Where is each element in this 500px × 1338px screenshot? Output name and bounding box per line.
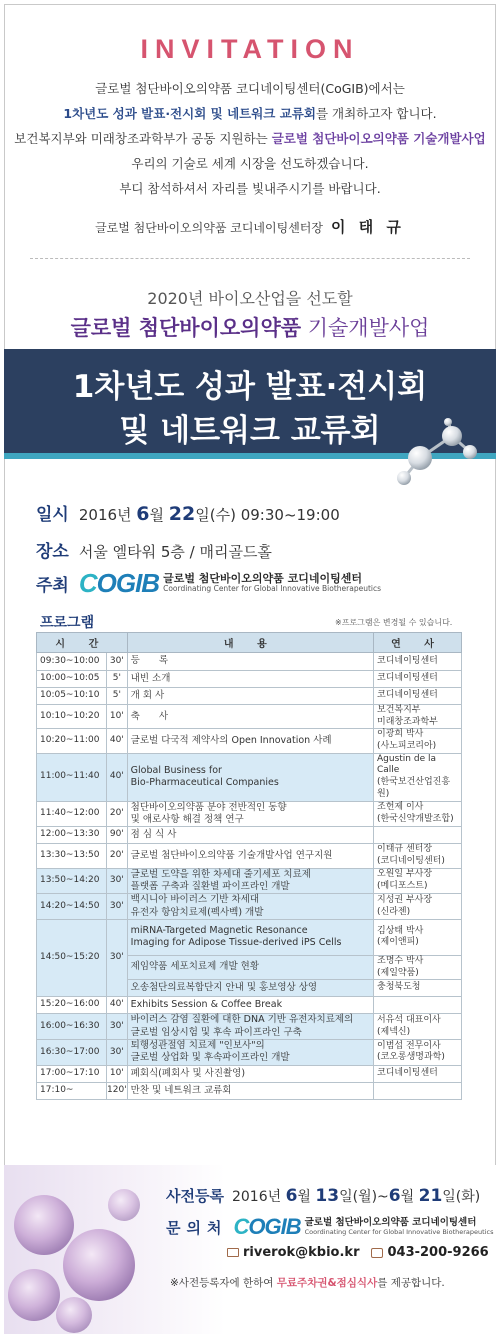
contact-label: 문의처 (166, 1218, 228, 1237)
row-content: 바이러스 감염 질환에 대한 DNA 기반 유전자치료제의 글로벌 임상시험 및 후속 파이프라인 구축 (127, 1014, 373, 1040)
row-duration: 30' (107, 653, 128, 671)
invitation-line-5 (0, 179, 500, 197)
program-row (37, 688, 462, 705)
invitation-line-1 (0, 79, 500, 97)
program-table (36, 632, 462, 1100)
row-time: 10:00~10:05 (37, 671, 107, 688)
row-duration: 120' (107, 1082, 128, 1099)
row-speaker: 코디네이팅센터 (374, 688, 462, 705)
reg-month-start: 6 (285, 1186, 298, 1206)
row-speaker: 이범섭 전무이사 (코오롱생명과학) (374, 1040, 462, 1066)
notice-pre: ※사전등록자에 한하여 (170, 1277, 277, 1289)
program-name-highlight: 글로벌 첨단바이오의약품 기술개발사업 (271, 131, 486, 146)
row-time: 10:10~10:20 (37, 705, 107, 729)
reg-unit-1: 월 (297, 1189, 316, 1205)
row-duration: 90' (107, 827, 128, 844)
row-speaker: 충청북도청 (374, 980, 462, 997)
program-row (37, 801, 462, 827)
row-time: 13:50~14:20 (37, 868, 107, 894)
registration-row (166, 1185, 480, 1206)
program-header-row (37, 633, 462, 653)
subtitle-rest: 기술개발사업 (301, 316, 430, 340)
row-speaker: 코디네이팅센터 (374, 1065, 462, 1082)
row-speaker: 조헌제 이사 (한국신약개발조합) (374, 801, 462, 827)
invitation-line-2 (0, 104, 500, 122)
row-speaker: 코디네이팅센터 (374, 671, 462, 688)
program-row (37, 1065, 462, 1082)
row-speaker: 이태규 센터장 (코디네이팅센터) (374, 844, 462, 868)
reg-year: 2016년 (231, 1189, 286, 1205)
contact-phone[interactable]: 043-200-9266 (387, 1245, 489, 1260)
contact-org-ko: 글로벌 첨단바이오의약품 코디네이팅센터 (304, 1217, 477, 1229)
contact-logo-c: C (233, 1214, 249, 1239)
date-month: 6 (136, 503, 150, 525)
subtitle-line-1: 2020년 바이오산업을 선도할 (147, 289, 353, 308)
row-duration: 20' (107, 801, 128, 827)
contact-email[interactable]: riverok@kbio.kr (243, 1245, 360, 1260)
row-time: 16:30~17:00 (37, 1040, 107, 1066)
reg-unit-3: 월 (400, 1189, 419, 1205)
program-row (37, 1014, 462, 1040)
registration-label: 사전등록 (166, 1187, 224, 1205)
row-content: 개 회 사 (127, 688, 373, 705)
row-content: 축 사 (127, 705, 373, 729)
host-label: 주최 (36, 576, 69, 596)
reg-day-start: 13 (315, 1186, 340, 1206)
row-content: 점 심 식 사 (127, 827, 373, 844)
row-duration: 5' (107, 671, 128, 688)
contact-cogib-logo (233, 1214, 300, 1240)
date-time: (수) 09:30~19:00 (209, 506, 340, 524)
row-speaker: 코디네이팅센터 (374, 653, 462, 671)
row-time: 15:20~16:00 (37, 997, 107, 1014)
row-duration: 30' (107, 1014, 128, 1040)
row-content: 글로벌 도약을 위한 차세대 줄기세포 치료제 플랫폼 구축과 질환별 파이프라인 개발 (127, 868, 373, 894)
program-row (37, 919, 462, 955)
row-content: 글로벌 첨단바이오의약품 기술개발사업 연구지원 (127, 844, 373, 868)
banner-line-1: 1차년도 성과 발표·전시회 (72, 369, 428, 405)
row-duration: 40' (107, 729, 128, 753)
date-day: 22 (168, 503, 196, 525)
program-note: ※프로그램은 변경될 수 있습니다. (335, 618, 453, 627)
logo-rest: OGIB (96, 568, 160, 598)
invitation-line-3 (0, 129, 500, 147)
row-time: 13:30~13:50 (37, 844, 107, 868)
org-name-en: Coordinating Center for Global Innovative Biotherapeutics (163, 584, 382, 594)
row-time: 11:00~11:40 (37, 753, 107, 801)
row-speaker: 지성권 부사장 (신라젠) (374, 894, 462, 920)
reg-day-end: 21 (418, 1186, 443, 1206)
date-row (36, 500, 340, 525)
cells-graphic (4, 1165, 164, 1334)
registration-notice (170, 1275, 445, 1290)
line-5-text: 부디 참석하셔서 자리를 빛내주시기를 바랍니다. (119, 181, 381, 196)
place-value: 서울 엘타워 5층 / 매리골드홀 (78, 543, 272, 561)
program-row (37, 868, 462, 894)
program-row (37, 844, 462, 868)
row-duration: 30' (107, 1040, 128, 1066)
row-content: 백시니아 바이러스 기반 차세대 유전자 항암치료제(펙사벡) 개발 (127, 894, 373, 920)
row-time: 17:10~ (37, 1082, 107, 1099)
row-duration: 10' (107, 705, 128, 729)
header-time: 시 간 (37, 633, 128, 653)
line-3-pre: 보건복지부와 미래창조과학부가 공동 지원하는 (14, 131, 272, 146)
row-speaker (374, 827, 462, 844)
line-1-text: 글로벌 첨단바이오의약품 코디네이팅센터(CoGIB)에서는 (95, 81, 405, 96)
program-row (37, 729, 462, 753)
mail-icon (227, 1248, 239, 1257)
program-row (37, 1040, 462, 1066)
contact-logo-rest: OGIB (248, 1214, 301, 1239)
program-title: 프로그램 (40, 615, 95, 631)
phone-icon (371, 1248, 383, 1258)
row-content: miRNA-Targeted Magnetic Resonance Imaging for Adipose Tissue-derived iPS Cells (127, 919, 373, 955)
reg-unit-4: 일(화) (442, 1189, 481, 1205)
row-speaker: 김상태 박사 (제이앤피) (374, 919, 462, 955)
program-row (37, 705, 462, 729)
place-row (36, 537, 272, 562)
row-duration: 10' (107, 1065, 128, 1082)
place-label: 장소 (36, 542, 69, 562)
line-4-text: 우리의 기술로 세계 시장을 선도하겠습니다. (131, 156, 369, 171)
row-time: 10:20~11:00 (37, 729, 107, 753)
invitation-title: INVITATION (140, 34, 360, 64)
subtitle-line-2 (0, 312, 500, 342)
row-duration: 5' (107, 688, 128, 705)
row-speaker (374, 997, 462, 1014)
program-row (37, 894, 462, 920)
line-2-rest: 를 개최하고자 합니다. (315, 106, 437, 121)
row-time: 11:40~12:00 (37, 801, 107, 827)
cogib-logo (79, 568, 159, 599)
program-row (37, 653, 462, 671)
contact-details (227, 1245, 489, 1260)
row-time: 14:20~14:50 (37, 894, 107, 920)
event-name-highlight: 1차년도 성과 발표·전시회 및 네트워크 교류회 (63, 106, 316, 121)
row-speaker: Agustin de la Calle (한국보건산업진흥원) (374, 753, 462, 801)
date-month-unit: 월 (149, 506, 169, 524)
logo-c: C (78, 568, 97, 598)
row-content: 오송첨단의료복합단지 안내 및 홍보영상 상영 (127, 980, 373, 997)
contact-row (166, 1214, 493, 1240)
molecule-graphic (390, 418, 480, 486)
signature-name: 이 태 규 (330, 218, 405, 236)
host-org (163, 573, 381, 593)
row-time: 09:30~10:00 (37, 653, 107, 671)
row-speaker: 조명수 박사 (제일약품) (374, 955, 462, 979)
notice-highlight: 무료주차권&점심식사 (276, 1277, 378, 1289)
row-time: 12:00~13:30 (37, 827, 107, 844)
row-content: Global Business for Bio-Pharmaceutical Companies (127, 753, 373, 801)
row-content: 폐회식(폐회사 및 사진촬영) (127, 1065, 373, 1082)
row-content: 글로벌 다국적 제약사의 Open Innovation 사례 (127, 729, 373, 753)
program-row (37, 671, 462, 688)
row-time: 10:05~10:10 (37, 688, 107, 705)
row-content: 내빈 소개 (127, 671, 373, 688)
row-content: 만찬 및 네트워크 교류회 (127, 1082, 373, 1099)
row-time: 17:00~17:10 (37, 1065, 107, 1082)
program-row (37, 827, 462, 844)
notice-post: 를 제공합니다. (377, 1277, 445, 1289)
row-content: 제임약품 세포치료제 개발 현황 (127, 955, 373, 979)
dotted-divider (30, 258, 470, 259)
banner-line-2: 및 네트워크 교류회 (119, 413, 381, 449)
row-speaker: 이광희 박사 (사노피코리아) (374, 729, 462, 753)
row-duration: 20' (107, 844, 128, 868)
reg-month-end: 6 (388, 1186, 401, 1206)
program-row (37, 753, 462, 801)
row-duration: 40' (107, 997, 128, 1014)
subtitle-bold: 글로벌 첨단바이오의약품 (70, 316, 302, 340)
date-day-unit: 일 (195, 506, 210, 524)
signature (0, 216, 500, 237)
program-row (37, 997, 462, 1014)
row-speaker: 보건복지부 미래창조과학부 (374, 705, 462, 729)
row-time: 16:00~16:30 (37, 1014, 107, 1040)
date-year: 2016년 (78, 506, 137, 524)
org-name-ko: 글로벌 첨단바이오의약품 코디네이팅센터 (163, 572, 363, 586)
program-row (37, 1082, 462, 1099)
contact-org (305, 1218, 494, 1236)
row-speaker: 서유석 대표이사 (제넥신) (374, 1014, 462, 1040)
row-duration: 40' (107, 753, 128, 801)
row-content: Exhibits Session & Coffee Break (127, 997, 373, 1014)
host-row (36, 568, 381, 599)
date-label: 일시 (36, 505, 69, 525)
row-speaker (374, 1082, 462, 1099)
header-speaker: 연 사 (374, 633, 462, 653)
row-content: 등 록 (127, 653, 373, 671)
reg-unit-2: 일(월)~ (339, 1189, 389, 1205)
signature-title: 글로벌 첨단바이오의약품 코디네이팅센터장 (95, 221, 323, 235)
row-content: 첨단바이오의약품 분야 전반적인 동향 및 애로사항 해결 정책 연구 (127, 801, 373, 827)
row-time: 14:50~15:20 (37, 919, 107, 996)
row-duration: 30' (107, 894, 128, 920)
row-duration: 30' (107, 919, 128, 996)
contact-org-en: Coordinating Center for Global Innovative Biotherapeutics (304, 1227, 494, 1236)
row-content: 퇴행성관절염 치료제 "인보사"의 글로벌 상업화 및 후속파이프라인 개발 (127, 1040, 373, 1066)
row-speaker: 오원일 부사장 (메디포스트) (374, 868, 462, 894)
header-content: 내 용 (127, 633, 373, 653)
invitation-line-4 (0, 154, 500, 172)
row-duration: 30' (107, 868, 128, 894)
